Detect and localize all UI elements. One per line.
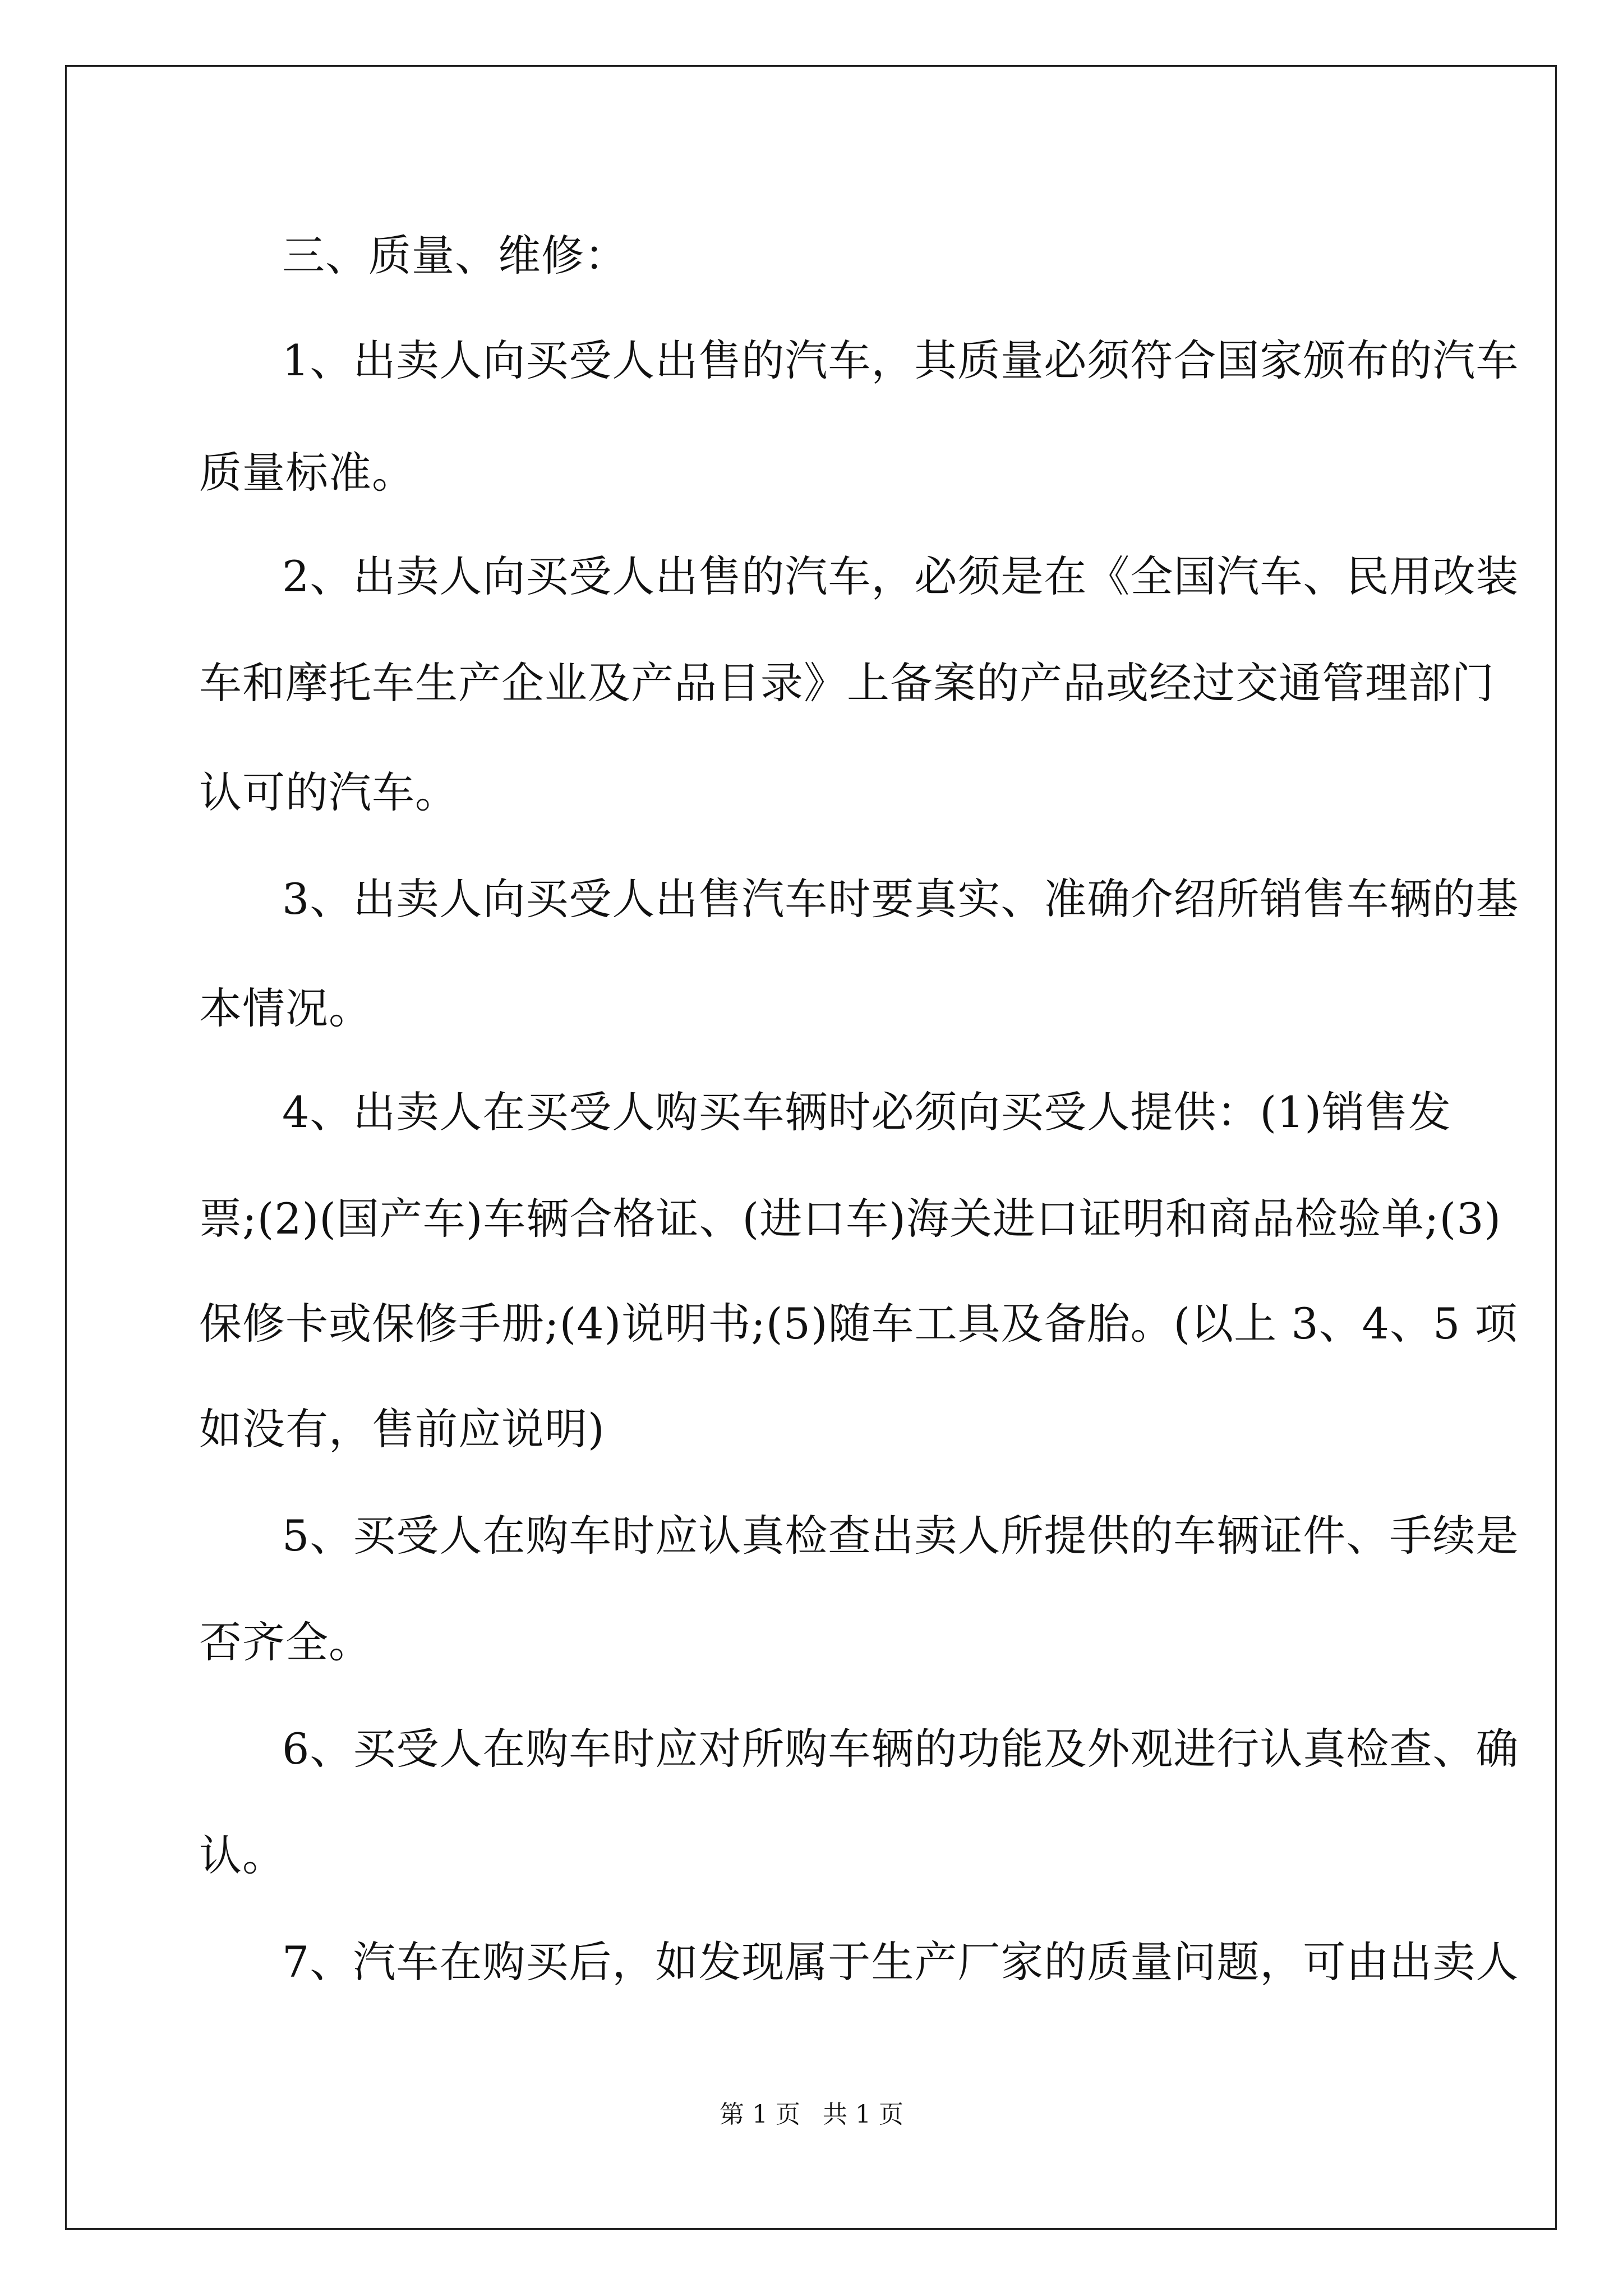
- paragraph-line: 如没有，售前应说明): [199, 1404, 605, 1454]
- paragraph-line: 2、出卖人向买受人出售的汽车，必须是在《全国汽车、民用改装: [282, 551, 1519, 601]
- paragraph-line: 6、买受人在购车时应对所购车辆的功能及外观进行认真检查、确: [282, 1724, 1519, 1774]
- paragraph-line: 车和摩托车生产企业及产品目录》上备案的产品或经过交通管理部门: [199, 658, 1495, 708]
- page-total: 共 1 页: [823, 2100, 903, 2129]
- page-border: [65, 65, 1557, 2230]
- paragraph-line: 认。: [199, 1830, 285, 1880]
- paragraph-line: 质量标准。: [199, 448, 415, 498]
- paragraph-line: 本情况。: [199, 983, 372, 1033]
- paragraph-line: 认可的汽车。: [199, 767, 458, 817]
- paragraph-line: 4、出卖人在买受人购买车辆时必须向买受人提供：(1)销售发: [282, 1087, 1452, 1137]
- paragraph-line: 票;(2)(国产车)车辆合格证、(进口车)海关进口证明和商品检验单;(3): [199, 1194, 1502, 1244]
- page-number: 第 1 页: [720, 2100, 800, 2129]
- paragraph-line: 5、买受人在购车时应认真检查出卖人所提供的车辆证件、手续是: [282, 1511, 1519, 1561]
- paragraph-line: 3、出卖人向买受人出售汽车时要真实、准确介绍所销售车辆的基: [282, 874, 1519, 924]
- page-footer: [0, 2102, 1623, 2127]
- paragraph-line: 保修卡或保修手册;(4)说明书;(5)随车工具及备胎。(以上 3、4、5 项: [199, 1299, 1518, 1349]
- paragraph-line: 否齐全。: [199, 1617, 372, 1667]
- section-heading: 三、质量、维修：: [282, 231, 628, 280]
- paragraph-line: 7、汽车在购买后，如发现属于生产厂家的质量问题，可由出卖人: [282, 1937, 1519, 1987]
- paragraph-line: 1、出卖人向买受人出售的汽车，其质量必须符合国家颁布的汽车: [282, 335, 1519, 385]
